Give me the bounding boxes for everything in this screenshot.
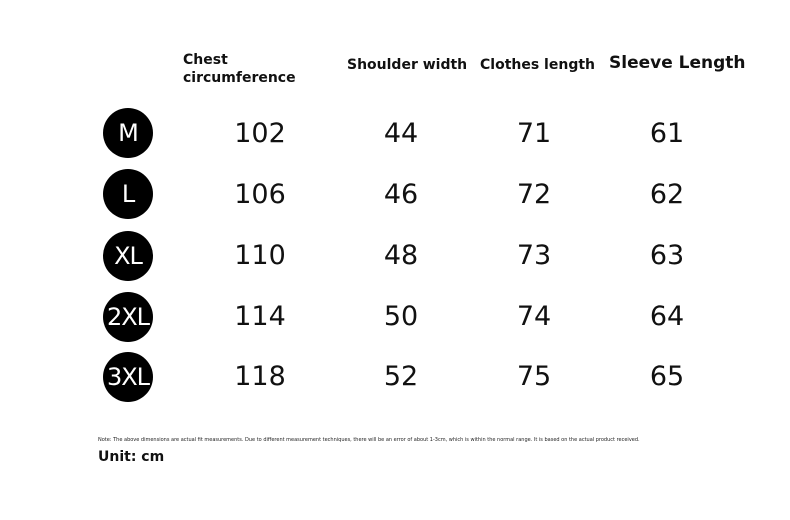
unit-label: Unit: cm — [98, 449, 165, 465]
cell-clothes-xl: 73 — [516, 240, 552, 271]
size-badge-3xl: 3XL — [103, 352, 153, 402]
cell-sleeve-2xl: 64 — [649, 301, 685, 332]
size-badge-2xl: 2XL — [103, 292, 153, 342]
cell-shoulder-3xl: 52 — [383, 361, 419, 392]
cell-chest-2xl: 114 — [234, 301, 286, 332]
cell-chest-l: 106 — [234, 179, 286, 210]
cell-clothes-m: 71 — [516, 118, 552, 149]
cell-shoulder-2xl: 50 — [383, 301, 419, 332]
size-badge-m: M — [103, 108, 153, 158]
cell-sleeve-xl: 63 — [649, 240, 685, 271]
cell-sleeve-l: 62 — [649, 179, 685, 210]
cell-clothes-l: 72 — [516, 179, 552, 210]
header-shoulder-width: Shoulder width — [347, 57, 468, 73]
header-chest-circumference — [183, 51, 323, 87]
header-sleeve-length: Sleeve Length — [609, 53, 746, 73]
size-badge-l: L — [103, 169, 153, 219]
header-clothes-length: Clothes length — [480, 57, 595, 73]
cell-chest-xl: 110 — [234, 240, 286, 271]
header-chest-line2: circumference — [183, 70, 296, 86]
size-badge-xl: XL — [103, 231, 153, 281]
cell-shoulder-m: 44 — [383, 118, 419, 149]
measurement-note: Note: The above dimensions are actual fit measurements. Due to different measurement techniques, there will be an error of about 1-3cm, which is within the normal range. It is based on the actual product received. — [98, 437, 640, 443]
cell-clothes-3xl: 75 — [516, 361, 552, 392]
cell-shoulder-l: 46 — [383, 179, 419, 210]
header-chest-line1: Chest — [183, 52, 228, 68]
cell-sleeve-m: 61 — [649, 118, 685, 149]
cell-clothes-2xl: 74 — [516, 301, 552, 332]
cell-chest-3xl: 118 — [234, 361, 286, 392]
cell-sleeve-3xl: 65 — [649, 361, 685, 392]
cell-chest-m: 102 — [234, 118, 286, 149]
cell-shoulder-xl: 48 — [383, 240, 419, 271]
